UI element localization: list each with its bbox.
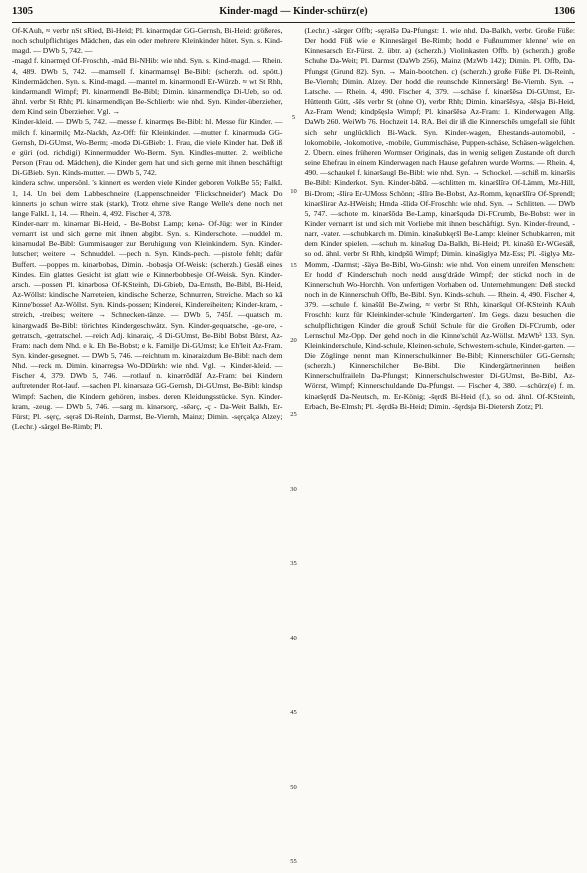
line-number: 30 — [290, 486, 297, 493]
page-header — [12, 6, 575, 20]
two-column-body — [12, 26, 575, 872]
entry-paragraph: (Lechr.) -särger Offb; -sęrәlšә Da-Pfungst: 1. wie nhd. Da-Balkh, verbr. Große Füße: Der hodd Füß wie e Kinnesärgel Be-Rimb; hodd e Fußnummer klenne' wie en Kinnesarsch Er-Fürst. 2. übtr. a) (scherzh.) Violinkasten Offb. b) (scherzh.) große Schuhe Da-Weit; Pl. Darmst (DaWb 256), Mainz (MzWb 142); Dimin. Pl. Offb, Da-Pfungst (Grund 82). Syn. → Main-bootchen. c) (scherzh.) große Füße Pl. Di-Reinh, Be-Viernh; Dimin. Alzey. Der hodd die reunschde Kinnersärg! Be-Viernh. Syn. → Latsche. — Rhein. 4, 490. Fischer 4, 379. —schäse f. kinәršēsә Di-GUmst, Er-Hüttenth Gütt, -šēs verbr St (ohne O), verbr Rhh; Dimin. kinәršēsyә, -šēsjә Bi-Heid, Az-Fram Wend; kindpšęslә Wimpf; Pl. kinәršēsә Az-Fram: 1. Kinderwagen Allg. DaWb 260. WeiWb 76. Hochzeit 14. RA. Bei dir iß die Kinnerschēs umgefall sie fühlt sich sehr unglücklich Bi-Wack. Syn. Kinder-wagen, Ehestands-automobil, -lokomobile, -lokomotive, -mobile, Gummischäse, Puppen-schäse, Schäsen-wägelchen. 2. Übern. eines früheren Wormser Originals, das in wenig seligen Zustande oft durch seine Ehefrau in einem Kinderwagen nach Hause gefahren wurde Worms. — Rhein. 4, 490. —schaukel f. kinәršaugl Be-Bibl: wie nhd. Syn. → Schockel. —schiß m. kinәršis Be-Bibl: Kinderkot. Syn. Kinder-bābā. —schlitten m. kinәršlīrә Of-Lämm, Mz-Hill, Bi-Drom; -šlirә Er-UMoss Schönn; -šlīrә Be-Bobst, Az-Romm, kęnәršlīrә Of-Sprendl; kinәršlirәr Az-HWeish; Hmda -šlidә Of-Froschh: wie nhd. Syn. → Schlitten. — DWb 5, 747. —schote m. kinәršōdә Be-Lamp, kinәršqudә Di-FCrumb, Be-Bobst: wer in Kinder vernarrt ist und sich mit Vorliebe mit ihnen beschäftigt. Syn. Kinder-freund, -narr, -vater. —schubkarch m. Dimin. kinәšubkęršl Be-Lamp: kleiner Schubkarren, mit dem Kinder spielen. —schuh m. kinәšug Da-Balkh, Bi-Heid; Pl. kinәšū Er-WGesäß, so od. ähnl. verbr St Rhh, kindpšū Wimpf; Dimin. kinәšiglyә Mz-Ess; Pl. -šiglyә Mz-Momm, -Darmst; -šäyә Be-Bibl, Wo-Ginsh: wie nhd. Von einem unreifen Menschen: Er hodd d' Kinderschuh noch nedd ausg'dräde Wimpf; der stickd noch in de Kinnerschuh Wo-Horchh. Von unfertigen Vorhaben od. Unternehmungen: Deß steckd noch in de Kinnerschuh Offb, Be-Bibl. Syn. Kinds-schuh. — Rhein. 4, 490. Fischer 4, 379. —schule f. kinәšūl Be-Zwing, ≈ verbr St Rhh, kinәršqul Of-KSteinh KAuh Froschh: kurz für Kleinkinder-schule 'Kindergarten'. Im Gegs. dazu besuchen die schulpflichtigen Kinder die grouß Schül Schule für die Großen Di-FCrumb, oder Lernschul Mz-Opp. Der gehd noch in die Kinne'schül Az-Wöllst. MzWb³ 133. Syn. Kleinkinderschule, Kind-schule, Kleinen-schule, Schwestern-schule, Kinder-garten. — Die Zöglinge nennt man Kinnerschulkinner Be-Bibl; Kinnerschüler GG-Gernsh; (scherzh.) Kinnerschilcher Be-Bibl. Die Kindergärtnerinnen heißen Kinnerschulfraileln Da-Pfungst; Kinnerschulschwester Di-GUmst, Be-Bibl, Az-Wörrst, Wimpf; Kinnerschuldande Da-Pfungst. — Fischer 4, 380. —schürz(e) f. m. kinәršęrdš Da-Neutsch, m. Er-König; -šęrdš Bi-Heid (f.), so od. ähnl. Of-KSteinh, Erbach, Be-Elmsh; Pl. -šęrdšә Bi-Heid; Dimin. -šęrdsjә Bi-Dietersh Zotz; Pl. — [304, 26, 575, 411]
entry-paragraph: -magd f. kinәrmęd Of-Froschh, -mäd Bi-NHib: wie nhd. Syn. s. Kind-magd. — Rhein. 4, 489. DWb 5, 742. —mamsell f. kinәrmamsęl Be-Bibl: (scherzh. od. spött.) Kindermädchen. Syn. s. Kind-magd. —mantel m. kinәrmondl Er-Würzb. ≈ wt St Rhh, kindәrmandl Wimpf; Pl. kinәrmendl Be-Bibl; Dimin. kinәrmendlçә Di-Ueb, so od. ähnl. verbr St Rhh; Pl. kinәrmendlçәn Be-Schlierb: wie nhd. Syn. Kinder-überzieher, dem Kind sein Überzieher. Vgl. → — [12, 56, 283, 117]
line-number: 10 — [290, 188, 297, 195]
entry-paragraph: Kinder-kleid. — DWb 5, 742. —messe f. kinәrmęs Be-Bibl: hl. Messe für Kinder. —milch f. kinәrmilç Mz-Nackh, Az-Off: für Kleinkinder. —mutter f. kinәrmudә GG-Gernsh, Di-GUmst, Wo-Berm; -modә Di-GBieb: 1. Frau, die viele Kinder hat. Deß iß e güri (od. richdigi) Kinnermudder Wo-Berm. Syn. Kindles-mutter. 2. weibliche Person (Frau od. Mädchen), die Kinder gern hat und sich gerne mit ihnen beschäftigt Di-GBieb. Syn. Kinds-mutter. — DWb 5, 742. — [12, 117, 283, 178]
line-number: 15 — [290, 262, 297, 269]
line-number: 50 — [290, 784, 297, 791]
line-number: 45 — [290, 709, 297, 716]
line-number: 5 — [291, 114, 296, 121]
page-number-right: 1306 — [553, 6, 575, 17]
line-number: 20 — [290, 337, 297, 344]
line-number: 40 — [290, 635, 297, 642]
column-left — [12, 26, 283, 872]
column-right — [304, 26, 575, 872]
header-rule — [12, 22, 575, 23]
entry-paragraph: kindera schw. unpersönl. 's kinnert es werden viele Kinder geboren VolkBe 55; FalkL 1, 14. Un bei dem Labbeschneire (Lappenschneider 'Flickschneider') Mack Do kinnerts jo schun wirre stak (stark), Trotz ehrne sive Range Welle's dene noch net lange FalkL 1, 14. — Rhein. 4, 492. Fischer 4, 378. — [12, 178, 283, 218]
line-number: 25 — [290, 411, 297, 418]
line-number: 55 — [290, 858, 297, 865]
running-title: Kinder-magd — Kinder-schürz(e) — [219, 6, 368, 17]
entry-paragraph: Kinder-narr m. kinәrnar Bi-Heid, - Be-Bobst Lamp; kenә- Of-Jüg: wer in Kinder vernarrt ist und sich gerne mit ihnen abgibt. Syn. s. Kinderschote. —nuddel m. kinәrnudәl Be-Bibl: Gummisauger zur Beruhigung von Kleinkindern. Syn. Kinder-lutscher; weitere → Schnuddel. —pech n. Syn. Kinds-pech. —pistole fehlt; dafür Buffert. —poppes m. kinәrbobәs, Dimin. -bobәsjә Of-Weisk: (scherzh.) Gesäß eines Kindes. Ein glattes Gesicht ist glatt wie e Kinnerbobbesje Of-Weisk. Syn. Kinder-arsch. —possen Pl. kinәrbosә Of-KSteinh, Di-Gbieb, Da-Ernsth, Be-Bibl, Bi-Heid, Az-Wöllst: kindische Narreteien, kindische Scherze, Schnurren, Streiche. Mach so kā Kinne'bosse! Az-Wöllst. Syn. Kinds-possen; Kinderei, Kindereiheiten; Kinder-kram, -streich, -treibes; weitere → Schnecken-tänze. — DWb 5, 745f. —quatsch m. kinәrgwadš Be-Bibl: törichtes Kindergeschwätz. Syn. Kinder-gequatsche, -ge-ore, -getratsch, -getratschel. —reich Adj. kinәraiç, -š Di-GUmst, Be-Bibl Bobst Bürst, Az-Fram: nach dem Nhd. e k. Eh Be-Bobst; e k. Familje Di-GUmst; k.e Eh'leit Az-Fram. Syn. kinder-gesegnet. — DWb 5, 746. —reichtum m. kinәraizdum Be-Bibl: nach dem Nhd. —reck m. Dimin. kinәrregsә Wo-DDürkh: wie nhd. Vgl. → Kinder-kleid. — Fischer 4, 379. DWb 5, 746. —rotlauf n. kinәrrōdlāf Az-Fram: bei Kindern auftretender Rot-lauf. —sachen Pl. kinәrsazә GG-Gernsh, Di-GUmst, Be-Bibl: kindsp Wimpf: Sachen, die Kindern gehören, insbes. deren Kleidungsstücke. Syn. Kinder-kram, -zeug. — DWb 5, 746. —sarg m. kinәrsorç, -sēәrç, -ç - Da-Weit Balkh, Er-Fürst; Pl. -sęrç, -sęrәš Di-Reinh, Darmst, Be-Viernh, Mainz; Dimin. -sęrçәlçә Alzey; (Lechr.) -särgel Be-Rimb; Pl. — [12, 218, 283, 432]
line-number: 35 — [290, 560, 297, 567]
entry-paragraph: Of-KAuh, ≈ verbr nSt sRied, Bi-Heid; Pl. kinәrmędәr GG-Gernsh, Bi-Heid: größeres, noch schulpflichtiges Mädchen, das ein oder mehrere Kleinkinder hütet. Syn. s. Kind-magd. — DWb 5, 742. — — [12, 26, 283, 56]
line-number-gutter — [283, 26, 305, 872]
page-number-left: 1305 — [12, 6, 33, 17]
